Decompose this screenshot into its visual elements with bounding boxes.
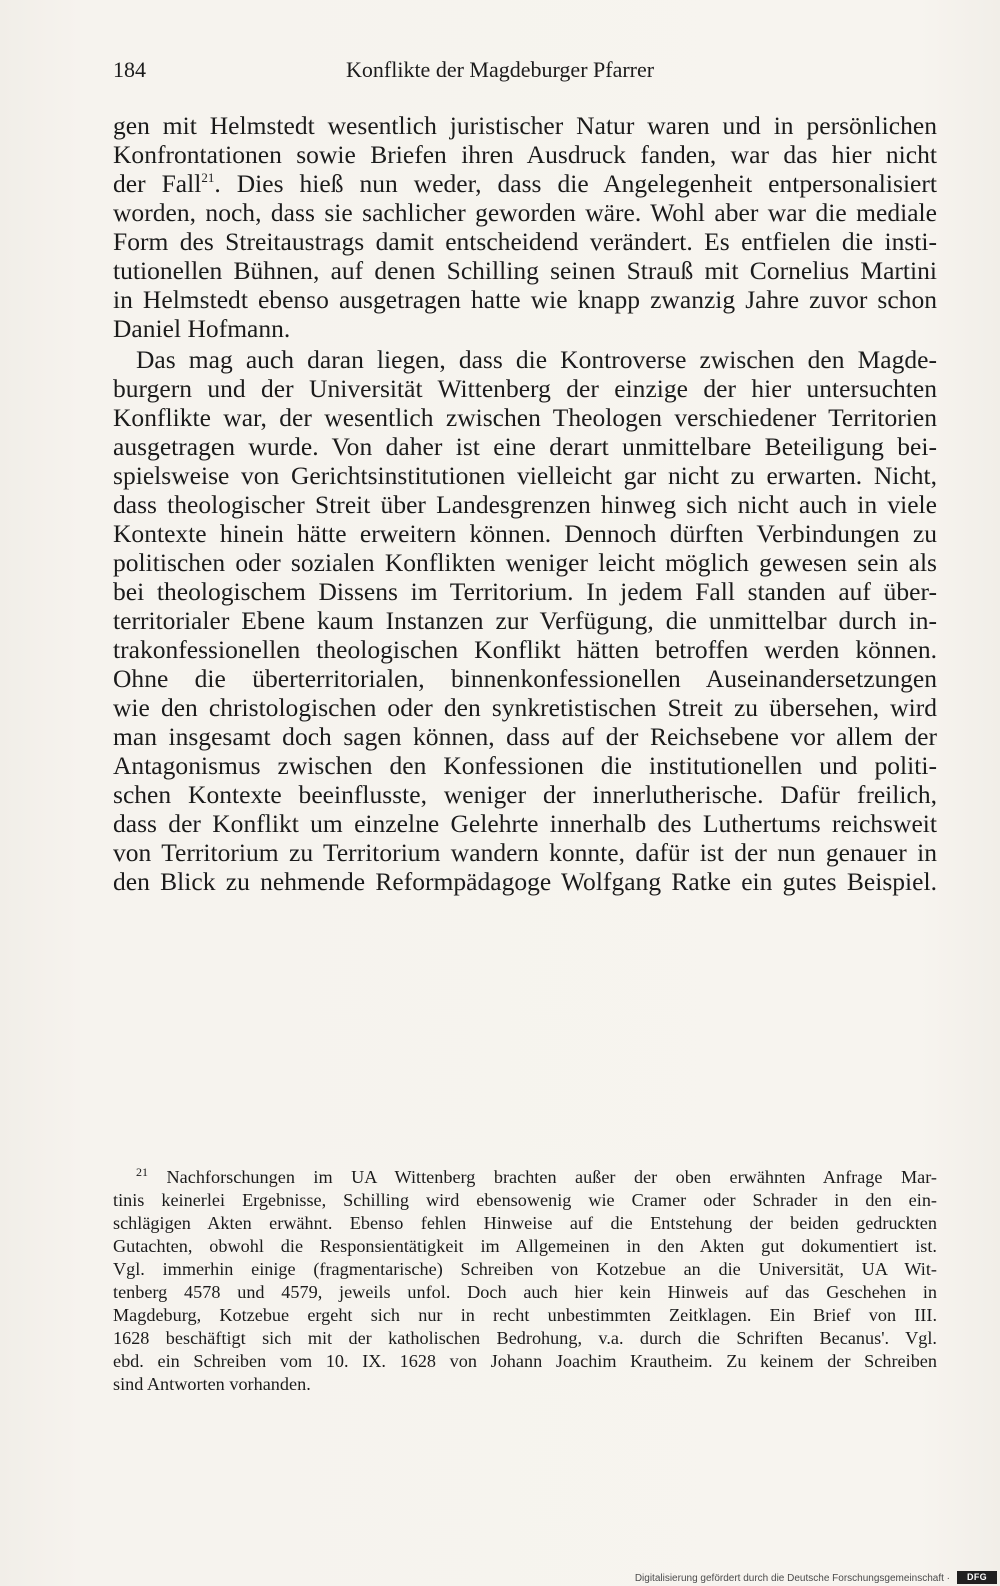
body-line: gen mit Helmstedt wesentlich juristischer Natur waren und in persönlichen xyxy=(113,111,937,140)
body-line: von Territorium zu Territorium wandern konnte, dafür ist der nun genauer in xyxy=(113,838,937,867)
digitization-credit: Digitalisierung gefördert durch die Deutsche Forschungsgemeinschaft · xyxy=(634,1573,950,1584)
footnote-line: schlägigen Akten erwähnt. Ebenso fehlen Hinweise auf die Entstehung der beiden gedruckten xyxy=(113,1213,937,1233)
body-line: in Helmstedt ebenso ausgetragen hatte wie knapp zwanzig Jahre zuvor schon xyxy=(113,285,937,314)
dfg-logo: DFG xyxy=(957,1571,997,1584)
footnote-text: Nachforschungen im UA Wittenberg brachten außer der oben erwähnten Anfrage Mar- xyxy=(148,1167,937,1187)
body-line: Ohne die überterritorialen, binnenkonfessionellen Auseinandersetzungen xyxy=(113,664,937,693)
page-number: 184 xyxy=(113,57,146,82)
body-line: Form des Streitaustrags damit entscheidend verändert. Es entfielen die insti- xyxy=(113,227,937,256)
paragraph-first-line: Das mag auch daran liegen, dass die Kontroverse zwischen den Magde- xyxy=(136,345,937,374)
footnote-line: tenberg 4578 und 4579, jeweils unfol. Doch auch hier kein Hinweis auf das Geschehen in xyxy=(113,1282,937,1302)
running-title: Konflikte der Magdeburger Pfarrer xyxy=(346,57,655,82)
body-line: man insgesamt doch sagen können, dass auf der Reichsebene vor allem der xyxy=(113,722,937,751)
body-line: worden, noch, dass sie sachlicher geworden wäre. Wohl aber war die mediale xyxy=(113,198,937,227)
footnote-reference: 21 xyxy=(201,170,215,185)
body-line: bei theologischem Dissens im Territorium. In jedem Fall standen auf über- xyxy=(113,577,937,606)
footnote-line: Vgl. immerhin einige (fragmentarische) Schreiben von Kotzebue an die Universität, UA Wit- xyxy=(113,1259,937,1279)
body-line: dass der Konflikt um einzelne Gelehrte innerhalb des Luthertums reichsweit xyxy=(113,809,937,838)
body-line-with-footnote-reference xyxy=(113,170,937,198)
body-line: dass theologischer Streit über Landesgrenzen hinweg sich nicht auch in viele xyxy=(113,490,937,519)
footnote-line: ebd. ein Schreiben vom 10. IX. 1628 von Johann Joachim Krautheim. Zu keinem der Schreiben xyxy=(113,1351,937,1371)
body-line: Kontexte hinein hätte erweitern können. Dennoch dürften Verbindungen zu xyxy=(113,519,937,548)
body-line: wie den christologischen oder den synkretistischen Streit zu übersehen, wird xyxy=(113,693,937,722)
body-line: tutionellen Bühnen, auf denen Schilling seinen Strauß mit Cornelius Martini xyxy=(113,256,937,285)
footnote-line: sind Antworten vorhanden. xyxy=(113,1374,311,1394)
footnote-line: Gutachten, obwohl die Responsientätigkeit im Allgemeinen in den Akten gut dokumentiert ist. xyxy=(113,1236,937,1256)
body-line: Konfrontationen sowie Briefen ihren Ausdruck fanden, war das hier nicht xyxy=(113,140,937,169)
body-line: politischen oder sozialen Konflikten weniger leicht möglich gewesen sein als xyxy=(113,548,937,577)
body-text: der Fall xyxy=(113,169,202,198)
body-line: Antagonismus zwischen den Konfessionen die institutionellen und politi- xyxy=(113,751,937,780)
body-line: den Blick zu nehmende Reformpädagoge Wolfgang Ratke ein gutes Beispiel. xyxy=(113,867,937,896)
body-text: . Dies hieß nun weder, dass die Angelegenheit entpersonalisiert xyxy=(214,169,938,198)
body-line: Daniel Hofmann. xyxy=(113,314,291,343)
body-line: territorialer Ebene kaum Instanzen zur Verfügung, die unmittelbar durch in- xyxy=(113,606,937,635)
body-line: Konflikte war, der wesentlich zwischen Theologen verschiedener Territorien xyxy=(113,403,937,432)
running-head xyxy=(113,52,937,88)
body-line: burgern und der Universität Wittenberg der einzige der hier untersuchten xyxy=(113,374,937,403)
body-line: ausgetragen wurde. Von daher ist eine derart unmittelbare Beteiligung bei- xyxy=(113,432,937,461)
body-line: schen Kontexte beeinflusste, weniger der innerlutherische. Dafür freilich, xyxy=(113,780,937,809)
footnote-number: 21 xyxy=(136,1165,149,1179)
body-line: spielsweise von Gerichtsinstitutionen vielleicht gar nicht zu erwarten. Nicht, xyxy=(113,461,937,490)
footnote-line: tinis keinerlei Ergebnisse, Schilling wird ebensowenig wie Cramer oder Schrader in den ein- xyxy=(113,1190,937,1210)
footnote-line: Magdeburg, Kotzebue ergeht sich nur in recht unbestimmten Zeitklagen. Ein Brief von III. xyxy=(113,1305,937,1325)
footnote-line: 1628 beschäftigt sich mit der katholischen Bedrohung, v.a. durch die Schriften Becanus'. Vgl. xyxy=(113,1328,937,1348)
footnote-first-line xyxy=(136,1166,937,1188)
body-line: trakonfessionellen theologischen Konflikt hätten betroffen werden können. xyxy=(113,635,937,664)
